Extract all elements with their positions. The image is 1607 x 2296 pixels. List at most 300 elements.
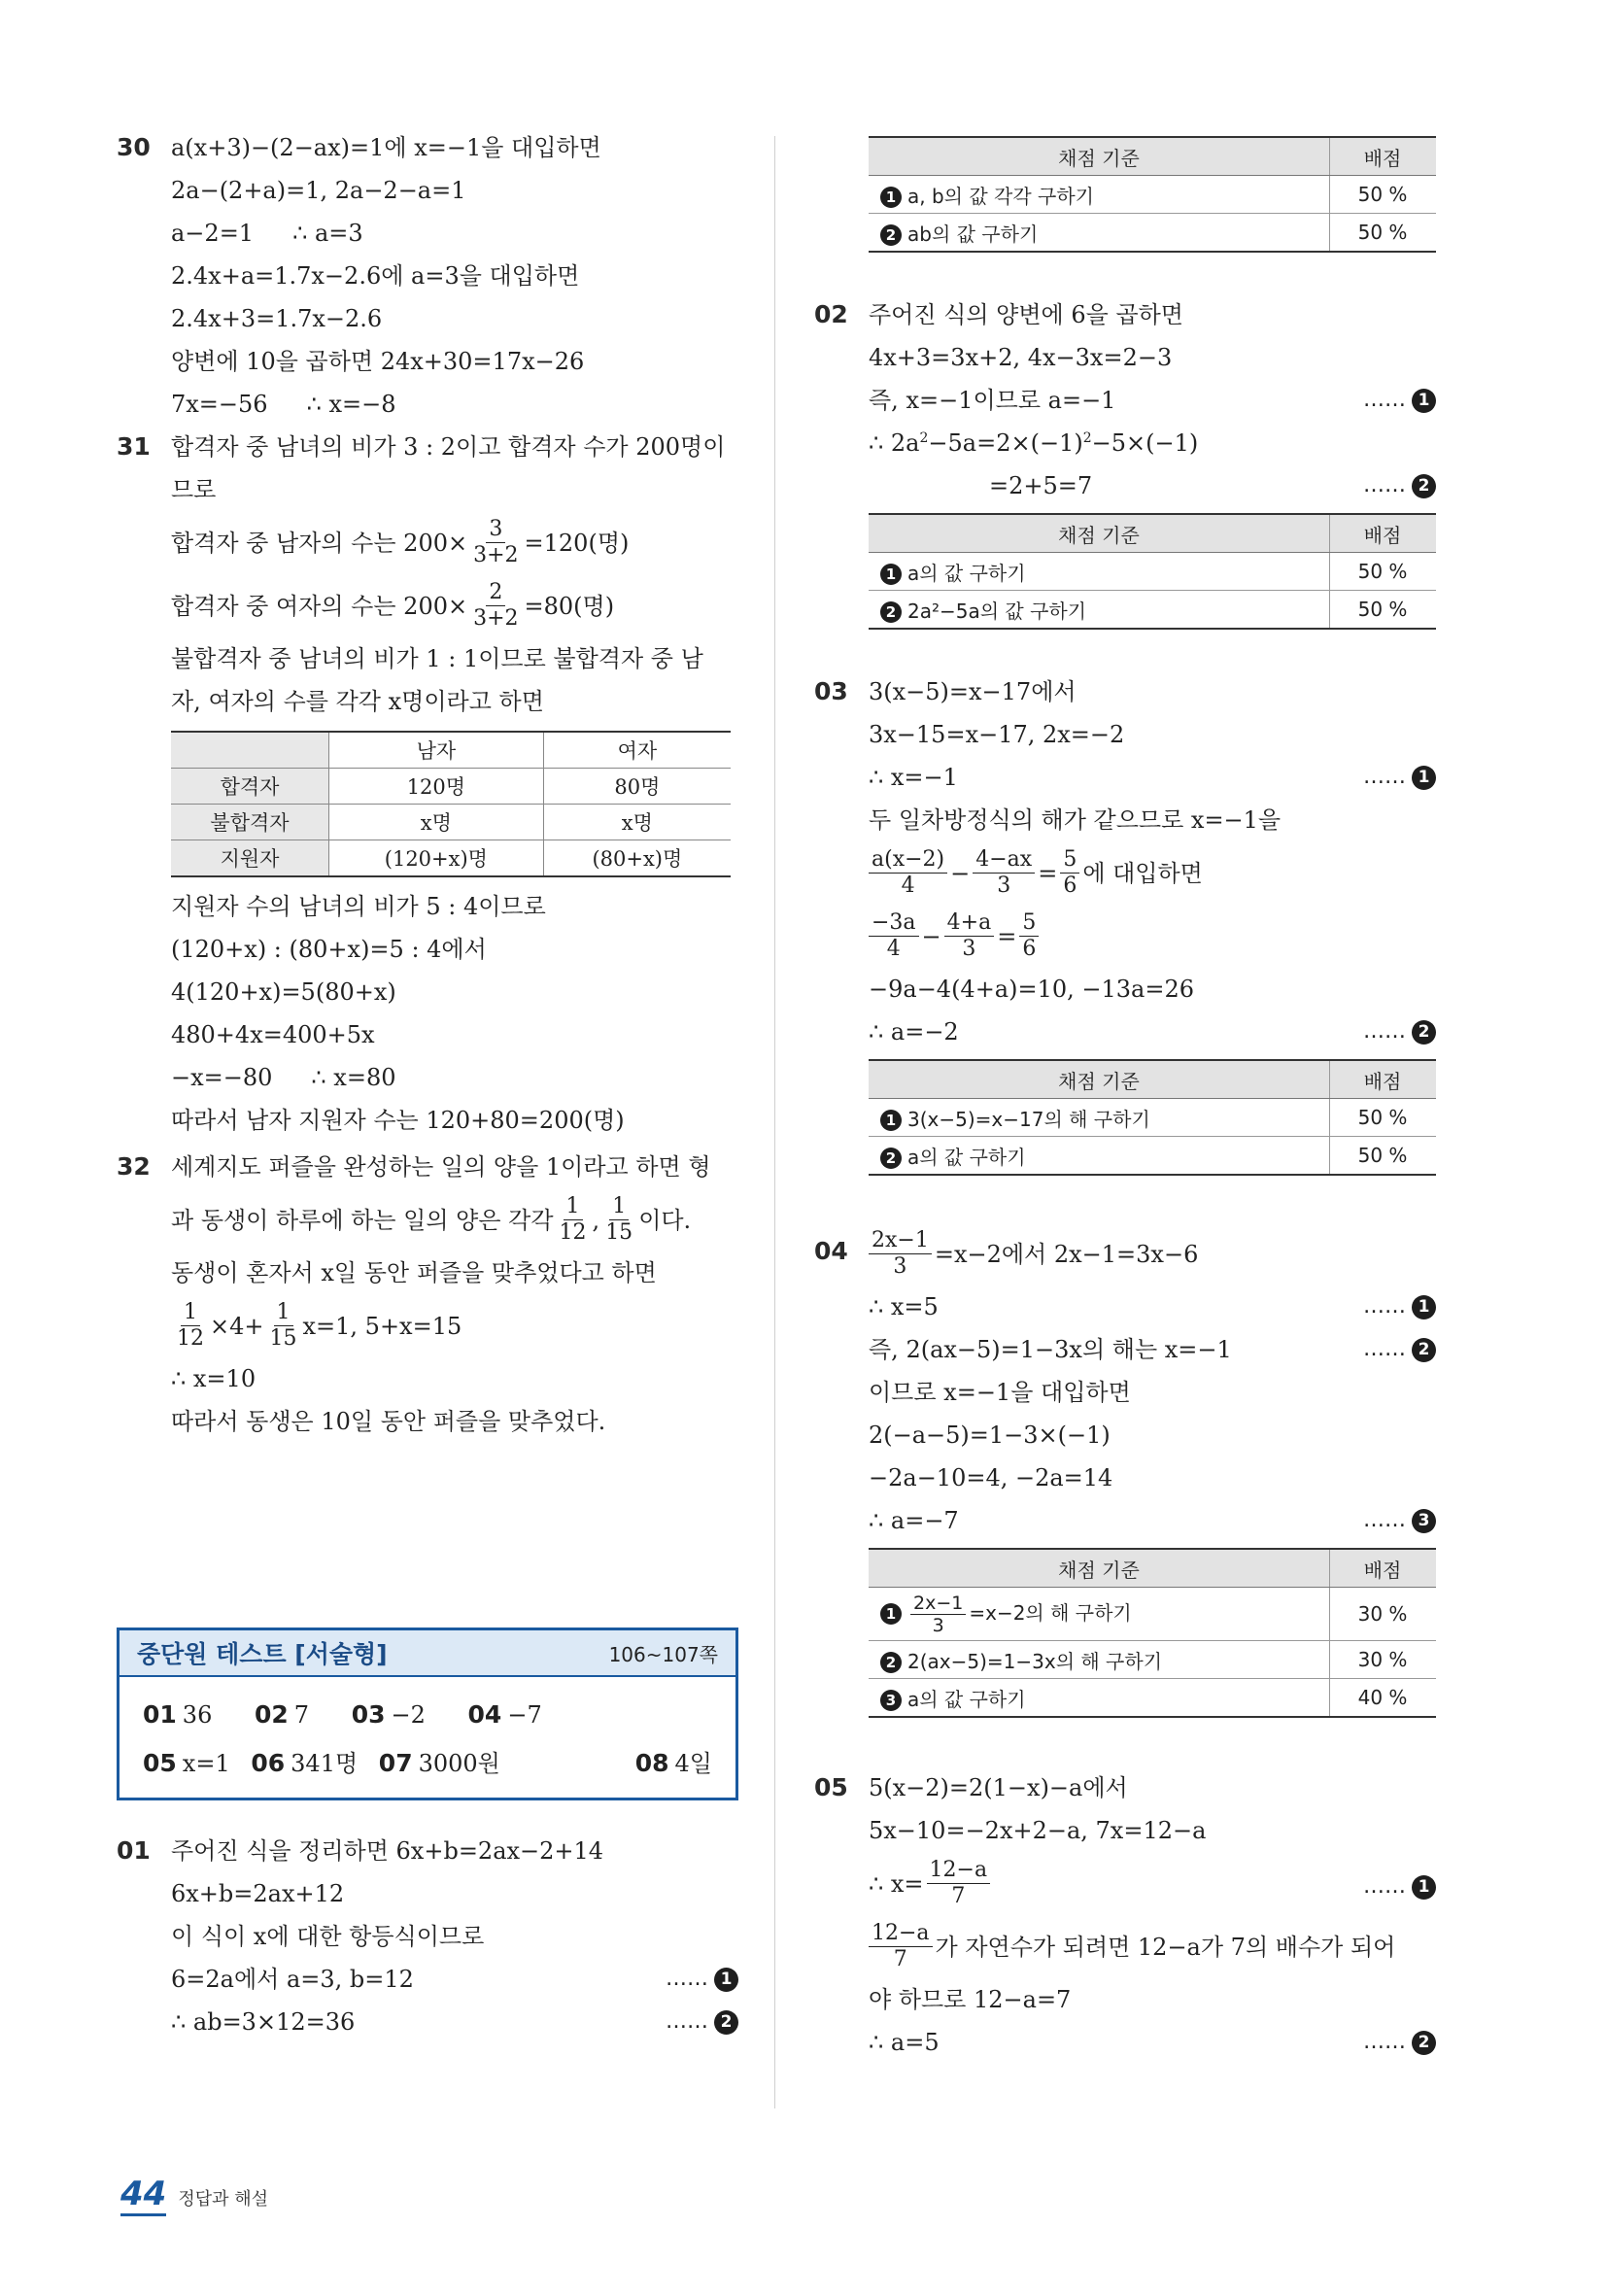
criterion: ab의 값 구하기: [907, 222, 1039, 246]
table-cell: 30 %: [1330, 1588, 1437, 1641]
circled-number-icon: 1: [880, 564, 902, 585]
table-row: [869, 1099, 1436, 1137]
criterion: a의 값 구하기: [907, 1687, 1026, 1711]
answer-value: 36: [182, 1701, 213, 1729]
problem-number: 03: [814, 677, 848, 705]
line: [171, 2001, 738, 2043]
numerator: 12−a: [869, 1921, 933, 1947]
fraction: [267, 1300, 300, 1352]
step-marker: [1363, 1499, 1436, 1542]
text: ∴ x=−8: [306, 391, 396, 418]
criterion: 2a²−5a의 값 구하기: [907, 599, 1087, 623]
problem-32: [117, 1146, 738, 1443]
text: ×4+: [210, 1312, 264, 1340]
table-header: 채점 기준: [869, 1060, 1330, 1099]
line: 세계지도 퍼즐을 완성하는 일의 양을 1이라고 하면 형: [171, 1153, 711, 1181]
fraction: [944, 910, 995, 962]
summary-answers: [120, 1677, 735, 1798]
dots: ……: [666, 2009, 708, 2034]
table-row: [869, 176, 1436, 214]
table-header: [171, 732, 329, 769]
answer-number: 04: [467, 1700, 502, 1729]
line: 4(120+x)=5(80+x): [171, 978, 396, 1006]
text: ,: [592, 1206, 600, 1234]
table-header: 배점: [1330, 514, 1437, 553]
answer-value: −2: [391, 1701, 426, 1729]
numerator: 12−a: [927, 1858, 991, 1884]
numerator: 1: [274, 1300, 293, 1326]
line: 이 식이 x에 대한 항등식이므로: [171, 1923, 485, 1950]
answer-item: [352, 1691, 426, 1739]
left-column: [117, 126, 738, 2043]
line: [869, 2021, 1436, 2064]
line: 므로: [171, 476, 217, 503]
table-cell: (80+x)명: [543, 840, 731, 877]
page-label: 정답과 해설: [178, 2189, 268, 2210]
table-header: 채점 기준: [869, 1549, 1330, 1588]
table-header: 남자: [329, 732, 544, 769]
line: 5(x−2)=2(1−x)−a에서: [869, 1774, 1128, 1801]
answer-number: 08: [634, 1749, 669, 1777]
numerator: 1: [564, 1194, 583, 1220]
table-header-row: [869, 137, 1436, 176]
circled-number-icon: 2: [880, 601, 902, 623]
line: (120+x) : (80+x)=5 : 4에서: [171, 936, 487, 963]
circled-number-icon: 3: [880, 1690, 902, 1711]
table-row: [171, 805, 731, 840]
table-cell: (120+x)명: [329, 840, 544, 877]
line: [171, 1294, 738, 1357]
fraction: [869, 910, 919, 962]
table-cell: [869, 1099, 1330, 1137]
circled-number-icon: 1: [1412, 766, 1436, 790]
answer-item: [255, 1691, 309, 1739]
text: 과 동생이 하루에 하는 일의 양은 각각: [171, 1206, 554, 1234]
text: x=1, 5+x=15: [302, 1312, 462, 1340]
text: =120(명): [524, 529, 630, 557]
step-marker: [1363, 756, 1436, 799]
criterion: a, b의 값 각각 구하기: [907, 184, 1094, 208]
line: −9a−4(4+a)=10, −13a=26: [869, 976, 1194, 1003]
table-header: 채점 기준: [869, 514, 1330, 553]
line: 3(x−5)=x−17에서: [869, 678, 1077, 705]
answer-item: [143, 1739, 230, 1788]
line: 6x+b=2ax+12: [171, 1880, 345, 1907]
denominator: 3: [893, 1254, 907, 1279]
problem-number: 04: [814, 1237, 848, 1265]
problem-number: 32: [117, 1152, 151, 1181]
denominator: 4: [901, 874, 915, 898]
solution-04: [814, 1228, 1436, 1718]
dots: ……: [1363, 2030, 1406, 2054]
denominator: 7: [893, 1947, 907, 1971]
table-header: 채점 기준: [869, 137, 1330, 176]
line: [869, 1915, 1436, 1978]
table-row: [869, 1137, 1436, 1176]
denominator: 15: [605, 1220, 633, 1245]
denominator: 12: [559, 1220, 587, 1245]
solution-05: [814, 1766, 1436, 2064]
text: =: [997, 922, 1017, 950]
problem-number: 05: [814, 1773, 848, 1801]
table-cell: 80명: [543, 769, 731, 805]
line: [171, 1958, 738, 2001]
answer-value: x=1: [182, 1750, 230, 1777]
line: [869, 379, 1436, 422]
dots: ……: [1363, 1337, 1406, 1361]
circled-number-icon: 2: [880, 224, 902, 246]
numerator: 2x−1: [869, 1228, 932, 1254]
table-cell: [869, 1137, 1330, 1176]
circled-number-icon: 1: [880, 1110, 902, 1131]
summary-box: [117, 1628, 738, 1800]
line: 두 일차방정식의 해가 같으므로 x=−1을: [869, 806, 1282, 834]
line: [869, 1011, 1436, 1053]
line: a(x+3)−(2−ax)=1에 x=−1을 대입하면: [171, 134, 601, 161]
table-cell: [869, 553, 1330, 591]
exponent: 2: [1082, 430, 1092, 446]
numerator: a(x−2): [869, 847, 947, 874]
circled-number-icon: 1: [1412, 1295, 1436, 1319]
table-cell: 50 %: [1330, 1099, 1437, 1137]
grading-table-02: [869, 513, 1436, 630]
answer-number: 02: [254, 1700, 289, 1729]
denominator: 7: [951, 1884, 966, 1908]
text: −5×(−1): [1091, 429, 1199, 457]
answer-value: −7: [507, 1701, 542, 1729]
grading-01-wrap: [814, 136, 1436, 253]
table-cell: 지원자: [171, 840, 329, 877]
fraction: [910, 1593, 966, 1636]
dots: ……: [1363, 473, 1406, 497]
answer-value: 4일: [674, 1750, 712, 1777]
solution-03: [814, 670, 1436, 1176]
denominator: 4: [886, 937, 901, 961]
text: −: [921, 922, 941, 950]
column-divider: [774, 136, 775, 2108]
numerator: 2: [486, 580, 505, 606]
circled-number-icon: 1: [880, 187, 902, 208]
step-marker: [1363, 1869, 1436, 1904]
table-header: 배점: [1330, 1060, 1437, 1099]
answer-item: [468, 1691, 542, 1739]
problem-31: [117, 426, 738, 1142]
circled-number-icon: 1: [1412, 1875, 1436, 1900]
criterion: a의 값 구하기: [907, 561, 1026, 585]
table-header: 여자: [543, 732, 731, 769]
line: [171, 383, 738, 426]
line: 이므로 x=−1을 대입하면: [869, 1379, 1131, 1406]
line: [869, 905, 1436, 968]
table-row: [869, 1679, 1436, 1718]
table-row: [171, 840, 731, 877]
line: 480+4x=400+5x: [171, 1021, 375, 1048]
line: ∴ x=10: [171, 1365, 256, 1392]
fraction: [1019, 910, 1039, 962]
grading-table-03: [869, 1059, 1436, 1176]
step-marker: [1363, 1011, 1436, 1053]
circled-number-icon: 2: [880, 1148, 902, 1169]
table-cell: 합격자: [171, 769, 329, 805]
dots: ……: [1363, 1508, 1406, 1532]
step-marker: [666, 1958, 738, 2001]
circled-number-icon: 1: [880, 1603, 902, 1625]
problem-30: [117, 126, 738, 426]
line: 합격자 중 남녀의 비가 3 : 2이고 합격자 수가 200명이: [171, 433, 726, 461]
text: −x=−80: [171, 1064, 273, 1091]
answer-item: [635, 1739, 712, 1788]
text: ∴ x=: [869, 1869, 924, 1898]
solution-02: [814, 293, 1436, 630]
line: 2a−(2+a)=1, 2a−2−a=1: [171, 177, 466, 204]
table-cell: x명: [543, 805, 731, 840]
numerator: 3: [486, 517, 505, 543]
table-cell: [869, 176, 1330, 214]
problem-number: 02: [814, 300, 848, 328]
denominator: 12: [177, 1326, 204, 1351]
line: [171, 1188, 738, 1251]
circled-number-icon: 1: [714, 1968, 738, 1992]
dots: ……: [1363, 765, 1406, 789]
answer-number: 01: [143, 1700, 177, 1729]
text: −5a=2×(−1): [928, 429, 1083, 457]
table-cell: x명: [329, 805, 544, 840]
line: 3x−15=x−17, 2x=−2: [869, 721, 1125, 748]
problem-number: 31: [117, 432, 151, 461]
text: ∴ a=−2: [869, 1018, 959, 1045]
fraction: [602, 1194, 635, 1246]
text: ∴ x=5: [869, 1293, 939, 1320]
circled-number-icon: 2: [880, 1652, 902, 1673]
line: [869, 1499, 1436, 1542]
line: 4x+3=3x+2, 4x−3x=2−3: [869, 344, 1173, 371]
denominator: 6: [1063, 874, 1077, 898]
circled-number-icon: 2: [1412, 2031, 1436, 2055]
circled-number-icon: 2: [1412, 1338, 1436, 1362]
text: 합격자 중 남자의 수는 200×: [171, 529, 468, 557]
line: 5x−10=−2x+2−a, 7x=12−a: [869, 1817, 1207, 1844]
table-header: 배점: [1330, 1549, 1437, 1588]
fraction: [1060, 847, 1079, 899]
dots: ……: [1363, 1019, 1406, 1044]
line: 2(−a−5)=1−3×(−1): [869, 1422, 1111, 1449]
grading-table-04: [869, 1548, 1436, 1718]
numerator: 5: [1060, 847, 1079, 874]
numerator: 4+a: [944, 910, 995, 937]
answer-number: 05: [143, 1749, 177, 1777]
table-cell: 50 %: [1330, 1137, 1437, 1176]
line: 주어진 식의 양변에 6을 곱하면: [869, 301, 1183, 328]
circled-number-icon: 3: [1412, 1509, 1436, 1533]
table-row: [869, 1588, 1436, 1641]
step-marker: [1363, 1285, 1436, 1328]
table-row: [869, 214, 1436, 253]
table-cell: 불합격자: [171, 805, 329, 840]
table-cell: 50 %: [1330, 591, 1437, 630]
table-cell: [869, 1641, 1330, 1679]
numerator: 4−ax: [973, 847, 1035, 874]
line: [171, 511, 738, 574]
circled-number-icon: 2: [1412, 474, 1436, 498]
denominator: 3: [962, 937, 976, 961]
step-marker: [666, 2001, 738, 2043]
text: =2+5=7: [989, 472, 1093, 499]
line: [869, 841, 1436, 905]
text: 6=2a에서 a=3, b=12: [171, 1966, 414, 1993]
answer-row: [143, 1691, 712, 1739]
line: [171, 574, 738, 637]
step-marker: [1363, 2021, 1436, 2064]
table-row: [869, 1641, 1436, 1679]
line: 지원자 수의 남녀의 비가 5 : 4이므로: [171, 893, 546, 920]
circled-number-icon: 2: [714, 2010, 738, 2035]
text: 가 자연수가 되려면 12−a가 7의 배수가 되어: [935, 1933, 1396, 1961]
table-cell: [869, 1588, 1330, 1641]
denominator: 15: [269, 1326, 297, 1351]
table-cell: [869, 591, 1330, 630]
fraction: [973, 847, 1035, 899]
summary-header: [120, 1630, 735, 1677]
fraction: [470, 580, 521, 632]
line: [869, 1228, 1436, 1285]
applicant-table: [171, 731, 731, 877]
text: =: [1038, 859, 1058, 887]
table-header-row: [869, 1549, 1436, 1588]
line: [171, 212, 738, 255]
answer-number: 03: [351, 1700, 386, 1729]
text: =x−2에서 2x−1=3x−6: [934, 1240, 1199, 1268]
table-header-row: [869, 514, 1436, 553]
text: ∴ x=80: [311, 1064, 396, 1091]
text: 즉, x=−1이므로 a=−1: [869, 387, 1116, 414]
table-cell: 50 %: [1330, 214, 1437, 253]
page-footer: [120, 2175, 268, 2216]
criterion: 3(x−5)=x−17의 해 구하기: [907, 1107, 1150, 1131]
step-marker: [1363, 379, 1436, 422]
dots: ……: [1363, 388, 1406, 412]
denominator: 6: [1022, 937, 1037, 961]
answer-item: [251, 1739, 358, 1788]
fraction: [869, 1228, 932, 1280]
answer-value: 341명: [291, 1750, 359, 1777]
answer-item: [143, 1691, 212, 1739]
text: ∴ ab=3×12=36: [171, 2008, 356, 2036]
line: [869, 1328, 1436, 1371]
table-cell: [869, 1679, 1330, 1718]
fraction: [470, 517, 521, 568]
line: [869, 1285, 1436, 1328]
denominator: 3+2: [473, 543, 519, 567]
table-cell: 50 %: [1330, 176, 1437, 214]
solution-01: [117, 1830, 738, 2043]
fraction: [869, 1921, 933, 1972]
text: ∴ a=5: [869, 2029, 940, 2056]
table-row: [869, 553, 1436, 591]
text: ∴ 2a: [869, 429, 920, 457]
text: 합격자 중 여자의 수는 200×: [171, 592, 468, 620]
numerator: 1: [181, 1300, 200, 1326]
table-header-row: [171, 732, 731, 769]
numerator: 5: [1019, 910, 1039, 937]
line: 자, 여자의 수를 각각 x명이라고 하면: [171, 688, 544, 715]
line: −2a−10=4, −2a=14: [869, 1464, 1113, 1491]
summary-pages: 106~107쪽: [608, 1642, 718, 1666]
line: 동생이 혼자서 x일 동안 퍼즐을 맞추었다고 하면: [171, 1259, 657, 1286]
grading-table-01: [869, 136, 1436, 253]
exponent: 2: [919, 430, 929, 446]
line: 2.4x+a=1.7x−2.6에 a=3을 대입하면: [171, 262, 580, 290]
summary-title: 중단원 테스트 [서술형]: [137, 1640, 388, 1668]
fraction: [557, 1194, 590, 1246]
text: ∴ a=−7: [869, 1507, 959, 1534]
table-header-row: [869, 1060, 1436, 1099]
step-marker: [1363, 1328, 1436, 1371]
problem-number: 01: [117, 1836, 151, 1865]
answer-row: [143, 1739, 712, 1788]
table-cell: 50 %: [1330, 553, 1437, 591]
text: −: [950, 859, 971, 887]
text: 즉, 2(ax−5)=1−3x의 해는 x=−1: [869, 1336, 1232, 1363]
line: 2.4x+3=1.7x−2.6: [171, 305, 383, 332]
dots: ……: [1363, 1294, 1406, 1319]
text: =80(명): [524, 592, 615, 620]
text: 7x=−56: [171, 391, 268, 418]
table-cell: [869, 214, 1330, 253]
line: [869, 756, 1436, 799]
problem-number: 30: [117, 133, 151, 161]
numerator: −3a: [869, 910, 919, 937]
line: [869, 464, 1436, 507]
text: 이다.: [638, 1206, 692, 1234]
answer-number: 07: [378, 1749, 413, 1777]
line: 주어진 식을 정리하면 6x+b=2ax−2+14: [171, 1837, 604, 1865]
fraction: [869, 847, 947, 899]
denominator: 3: [997, 874, 1011, 898]
answer-number: 06: [251, 1749, 286, 1777]
step-marker: [1363, 464, 1436, 507]
criterion: 2(ax−5)=1−3x의 해 구하기: [907, 1649, 1163, 1673]
numerator: 1: [609, 1194, 629, 1220]
circled-number-icon: 1: [1412, 389, 1436, 413]
answer-value: 3000원: [418, 1750, 500, 1777]
table-row: [171, 769, 731, 805]
criterion: a의 값 구하기: [907, 1145, 1026, 1169]
page-number: 44: [120, 2175, 166, 2216]
text: ∴ x=−1: [869, 764, 958, 791]
line: [869, 422, 1436, 464]
line: 양변에 10을 곱하면 24x+30=17x−26: [171, 348, 585, 375]
right-column: [814, 136, 1436, 2064]
criterion: =x−2의 해 구하기: [969, 1600, 1132, 1625]
table-cell: 30 %: [1330, 1641, 1437, 1679]
line: [869, 1852, 1436, 1915]
line: [171, 1056, 738, 1099]
dots: ……: [1363, 1874, 1406, 1899]
table-cell: 40 %: [1330, 1679, 1437, 1718]
line: 따라서 남자 지원자 수는 120+80=200(명): [171, 1107, 625, 1134]
answer-item: [379, 1739, 500, 1788]
table-header: 배점: [1330, 137, 1437, 176]
fraction: [927, 1858, 991, 1909]
answer-value: 7: [293, 1701, 310, 1729]
fraction: [174, 1300, 207, 1352]
text: ∴ a=3: [292, 220, 363, 247]
line: 따라서 동생은 10일 동안 퍼즐을 맞추었다.: [171, 1408, 606, 1435]
table-cell: 120명: [329, 769, 544, 805]
text: 에 대입하면: [1082, 859, 1203, 887]
denominator: 3: [932, 1614, 944, 1636]
table-row: [869, 591, 1436, 630]
